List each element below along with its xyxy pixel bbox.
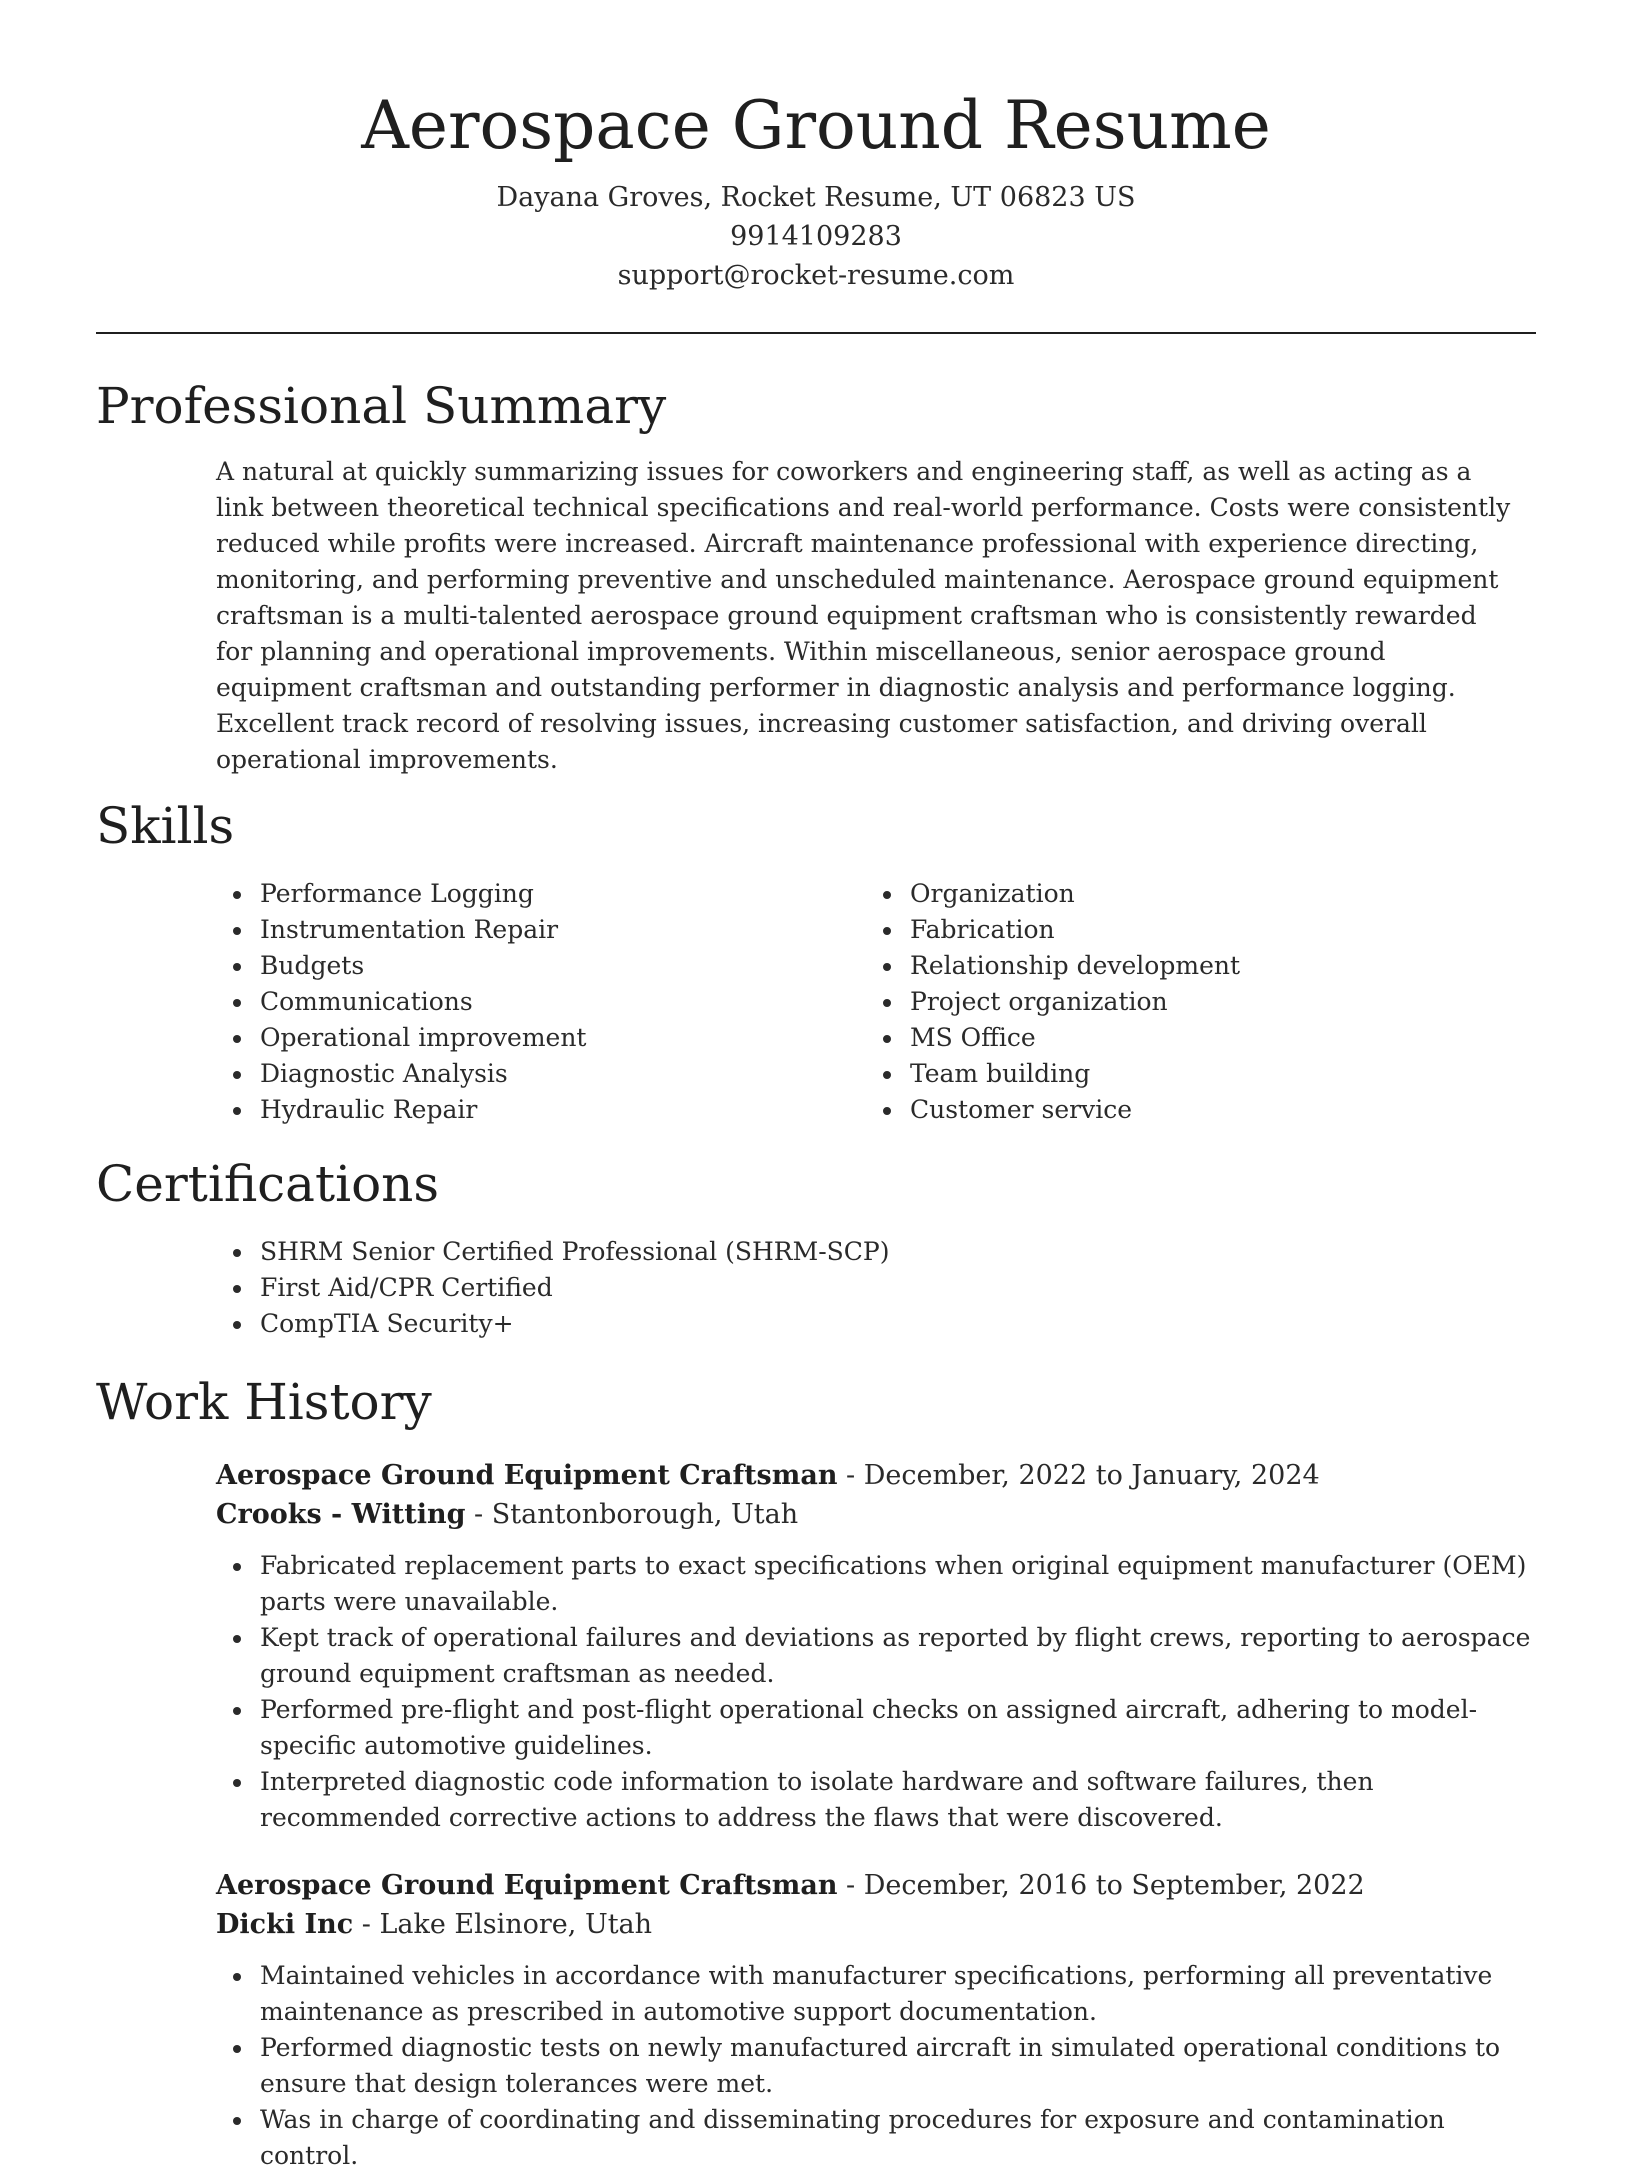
job-dates: - December, 2016 to September, 2022 [837,1870,1365,1901]
job-title-line [216,1456,1536,1495]
resume-header [96,0,1536,295]
skills-column-left [260,876,910,1128]
job-company-line [216,1905,1536,1944]
job-company: Crooks - Witting [216,1499,466,1530]
job-duties-list [260,1958,1540,2174]
skill-item: Relationship development [910,948,1530,984]
job-title-line [216,1866,1536,1905]
work-history-heading: Work History [96,1373,432,1431]
job-title: Aerospace Ground Equipment Craftsman [216,1870,838,1901]
job-entry [216,1866,1536,2174]
skill-item: Operational improvement [260,1020,910,1056]
certification-item: CompTIA Security+ [260,1306,1536,1342]
job-duty: Performed diagnostic tests on newly manufactured aircraft in simulated operational conditions to ensure that design tolerances were met. [260,2030,1540,2102]
skill-item: Project organization [910,984,1530,1020]
skill-item: Customer service [910,1092,1530,1128]
contact-email: support@rocket-resume.com [617,260,1015,291]
job-duties-list [260,1548,1540,1836]
skill-item: Performance Logging [260,876,910,912]
header-divider [96,332,1536,334]
job-duty: Performed pre-flight and post-flight operational checks on assigned aircraft, adhering to model-specific automotive guidelines. [260,1692,1540,1764]
summary-text: A natural at quickly summarizing issues for coworkers and engineering staff, as well as acting as a link between theoretical technical specifications and real-world performance. Costs were consistently reduced while profits were increased. Aircraft maintenance professional with experience directing, monitoring, and performing preventive and unscheduled maintenance. Aerospace ground equipment craftsman is a multi-talented aerospace ground equipment craftsman who is consistently rewarded for planning and operational improvements. Within miscellaneous, senior aerospace ground equipment craftsman and outstanding performer in diagnostic analysis and performance logging. Excellent track record of resolving issues, increasing customer satisfaction, and driving overall operational improvements. [216,457,1511,774]
skill-item: Budgets [260,948,910,984]
skills-list [96,876,1536,1128]
skills-column-right [910,876,1530,1128]
job-duty: Maintained vehicles in accordance with manufacturer specifications, performing all preventative maintenance as prescribed in automotive support documentation. [260,1958,1540,2030]
job-duty: Interpreted diagnostic code information to isolate hardware and software failures, then recommended corrective actions to address the flaws that were discovered. [260,1764,1540,1836]
skill-item: Organization [910,876,1530,912]
resume-page [96,0,1536,2174]
certifications-heading: Certifications [96,1155,440,1213]
job-company: Dicki Inc [216,1909,354,1940]
summary-heading: Professional Summary [96,377,667,435]
job-company-line [216,1495,1536,1534]
skill-item: Instrumentation Repair [260,912,910,948]
skill-item: Diagnostic Analysis [260,1056,910,1092]
certification-item: First Aid/CPR Certified [260,1270,1536,1306]
job-duty: Fabricated replacement parts to exact specifications when original equipment manufacturer (OEM) parts were unavailable. [260,1548,1540,1620]
skill-item: Communications [260,984,910,1020]
certification-item: SHRM Senior Certified Professional (SHRM-SCP) [260,1234,1536,1270]
skill-item: Team building [910,1056,1530,1092]
skills-heading: Skills [96,797,235,855]
contact-phone: 9914109283 [730,221,902,252]
job-location: - Stantonborough, Utah [465,1499,799,1530]
contact-address: Dayana Groves, Rocket Resume, UT 06823 US [496,182,1136,213]
skill-item: MS Office [910,1020,1530,1056]
job-entry [216,1456,1536,1836]
skill-item: Fabrication [910,912,1530,948]
certifications-list [260,1234,1536,1342]
skill-item: Hydraulic Repair [260,1092,910,1128]
job-duty: Was in charge of coordinating and disseminating procedures for exposure and contamination control. [260,2102,1540,2174]
job-duty: Kept track of operational failures and deviations as reported by flight crews, reporting to aerospace ground equipment craftsman as needed. [260,1620,1540,1692]
job-dates: - December, 2022 to January, 2024 [837,1460,1320,1491]
resume-title: Aerospace Ground Resume [361,87,1271,164]
job-title: Aerospace Ground Equipment Craftsman [216,1460,838,1491]
job-location: - Lake Elsinore, Utah [353,1909,653,1940]
